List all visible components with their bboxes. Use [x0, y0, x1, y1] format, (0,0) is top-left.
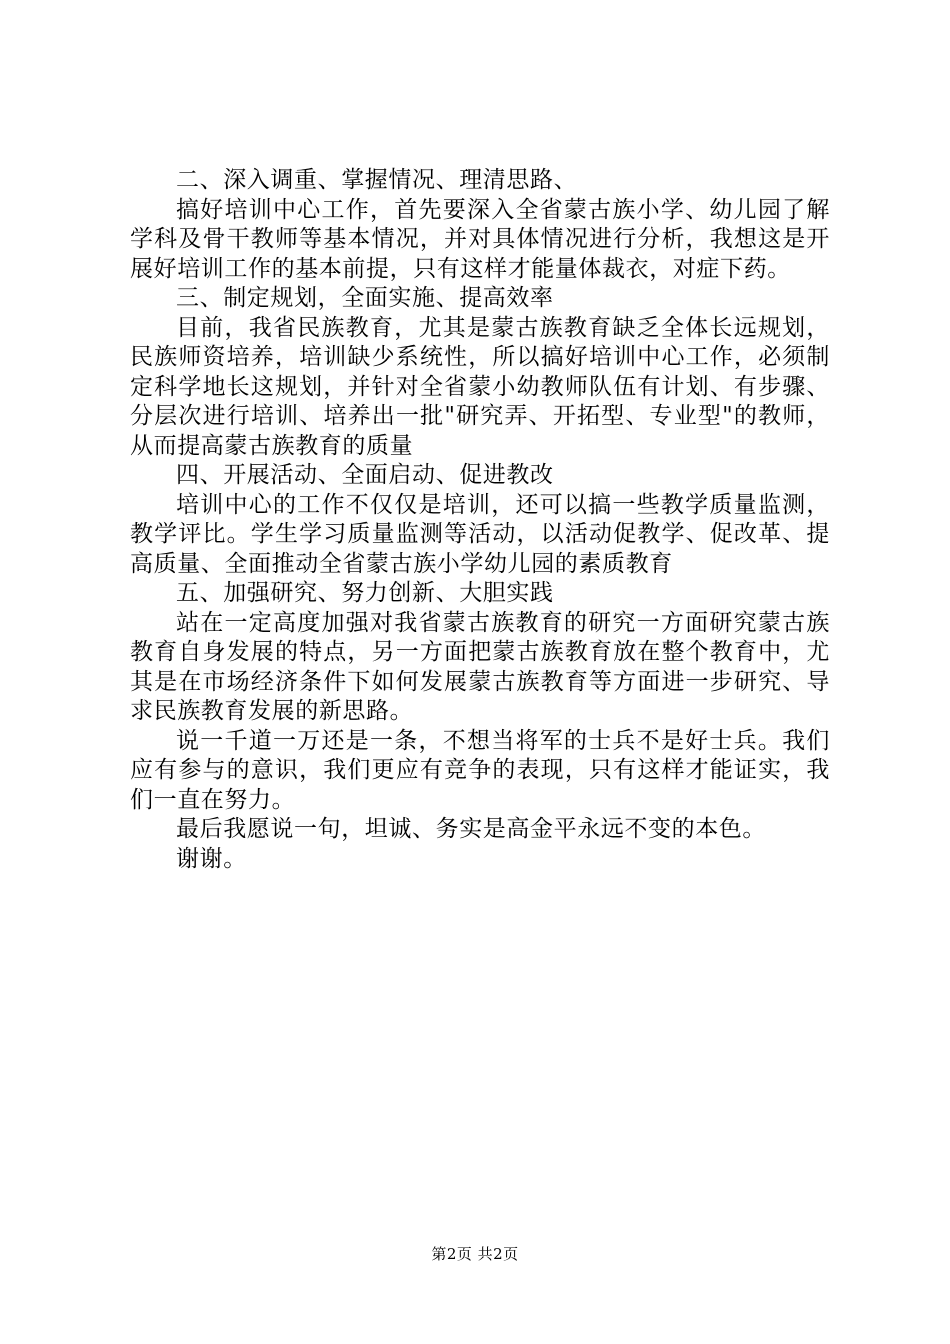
heading-section-three: 三、制定规划，全面实施、提高效率 — [176, 285, 554, 311]
closing-thanks: 谢谢。 — [176, 845, 247, 872]
paragraph: 培训中心的工作不仅仅是培训，还可以搞一些教学质量监测，教学评比。学生学习质量监测等活动，以活动促教学、促改革、提高质量、全面推动全省蒙古族小学幼儿园的素质教育 — [130, 491, 830, 577]
heading-section-two: 二、深入调重、掌握情况、理清思路、 — [176, 167, 578, 193]
paragraph: 目前，我省民族教育，尤其是蒙古族教育缺乏全体长远规划，民族师资培养，培训缺少系统性，所以搞好培训中心工作，必须制定科学地长这规划，并针对全省蒙小幼教师队伍有计划、有步骤、分层次进行培训、培养出一批"研究弄、开拓型、专业型"的教师，从而提高蒙古族教育的质量 — [130, 314, 830, 459]
paragraph: 说一千道一万还是一条，不想当将军的士兵不是好士兵。我们应有参与的意识，我们更应有竞争的表现，只有这样才能证实，我们一直在努力。 — [130, 727, 830, 813]
heading-section-five: 五、加强研究、努力创新、大胆实践 — [176, 580, 554, 606]
paragraph: 搞好培训中心工作，首先要深入全省蒙古族小学、幼儿园了解学科及骨干教师等基本情况，并对具体情况进行分析，我想这是开展好培训工作的基本前提，只有这样才能量体裁衣，对症下药。 — [130, 196, 830, 282]
document-body — [130, 166, 830, 874]
heading-section-four: 四、开展活动、全面启动、促进教改 — [176, 462, 554, 488]
paragraph: 最后我愿说一句，坦诚、务实是高金平永远不变的本色。 — [176, 816, 766, 842]
page-number-footer: 第2页 共2页 — [431, 1245, 519, 1263]
paragraph: 站在一定高度加强对我省蒙古族教育的研究一方面研究蒙古族教育自身发展的特点，另一方面把蒙古族教育放在整个教育中，尤其是在市场经济条件下如何发展蒙古族教育等方面进一步研究、导求民族教育发展的新思路。 — [130, 609, 830, 724]
